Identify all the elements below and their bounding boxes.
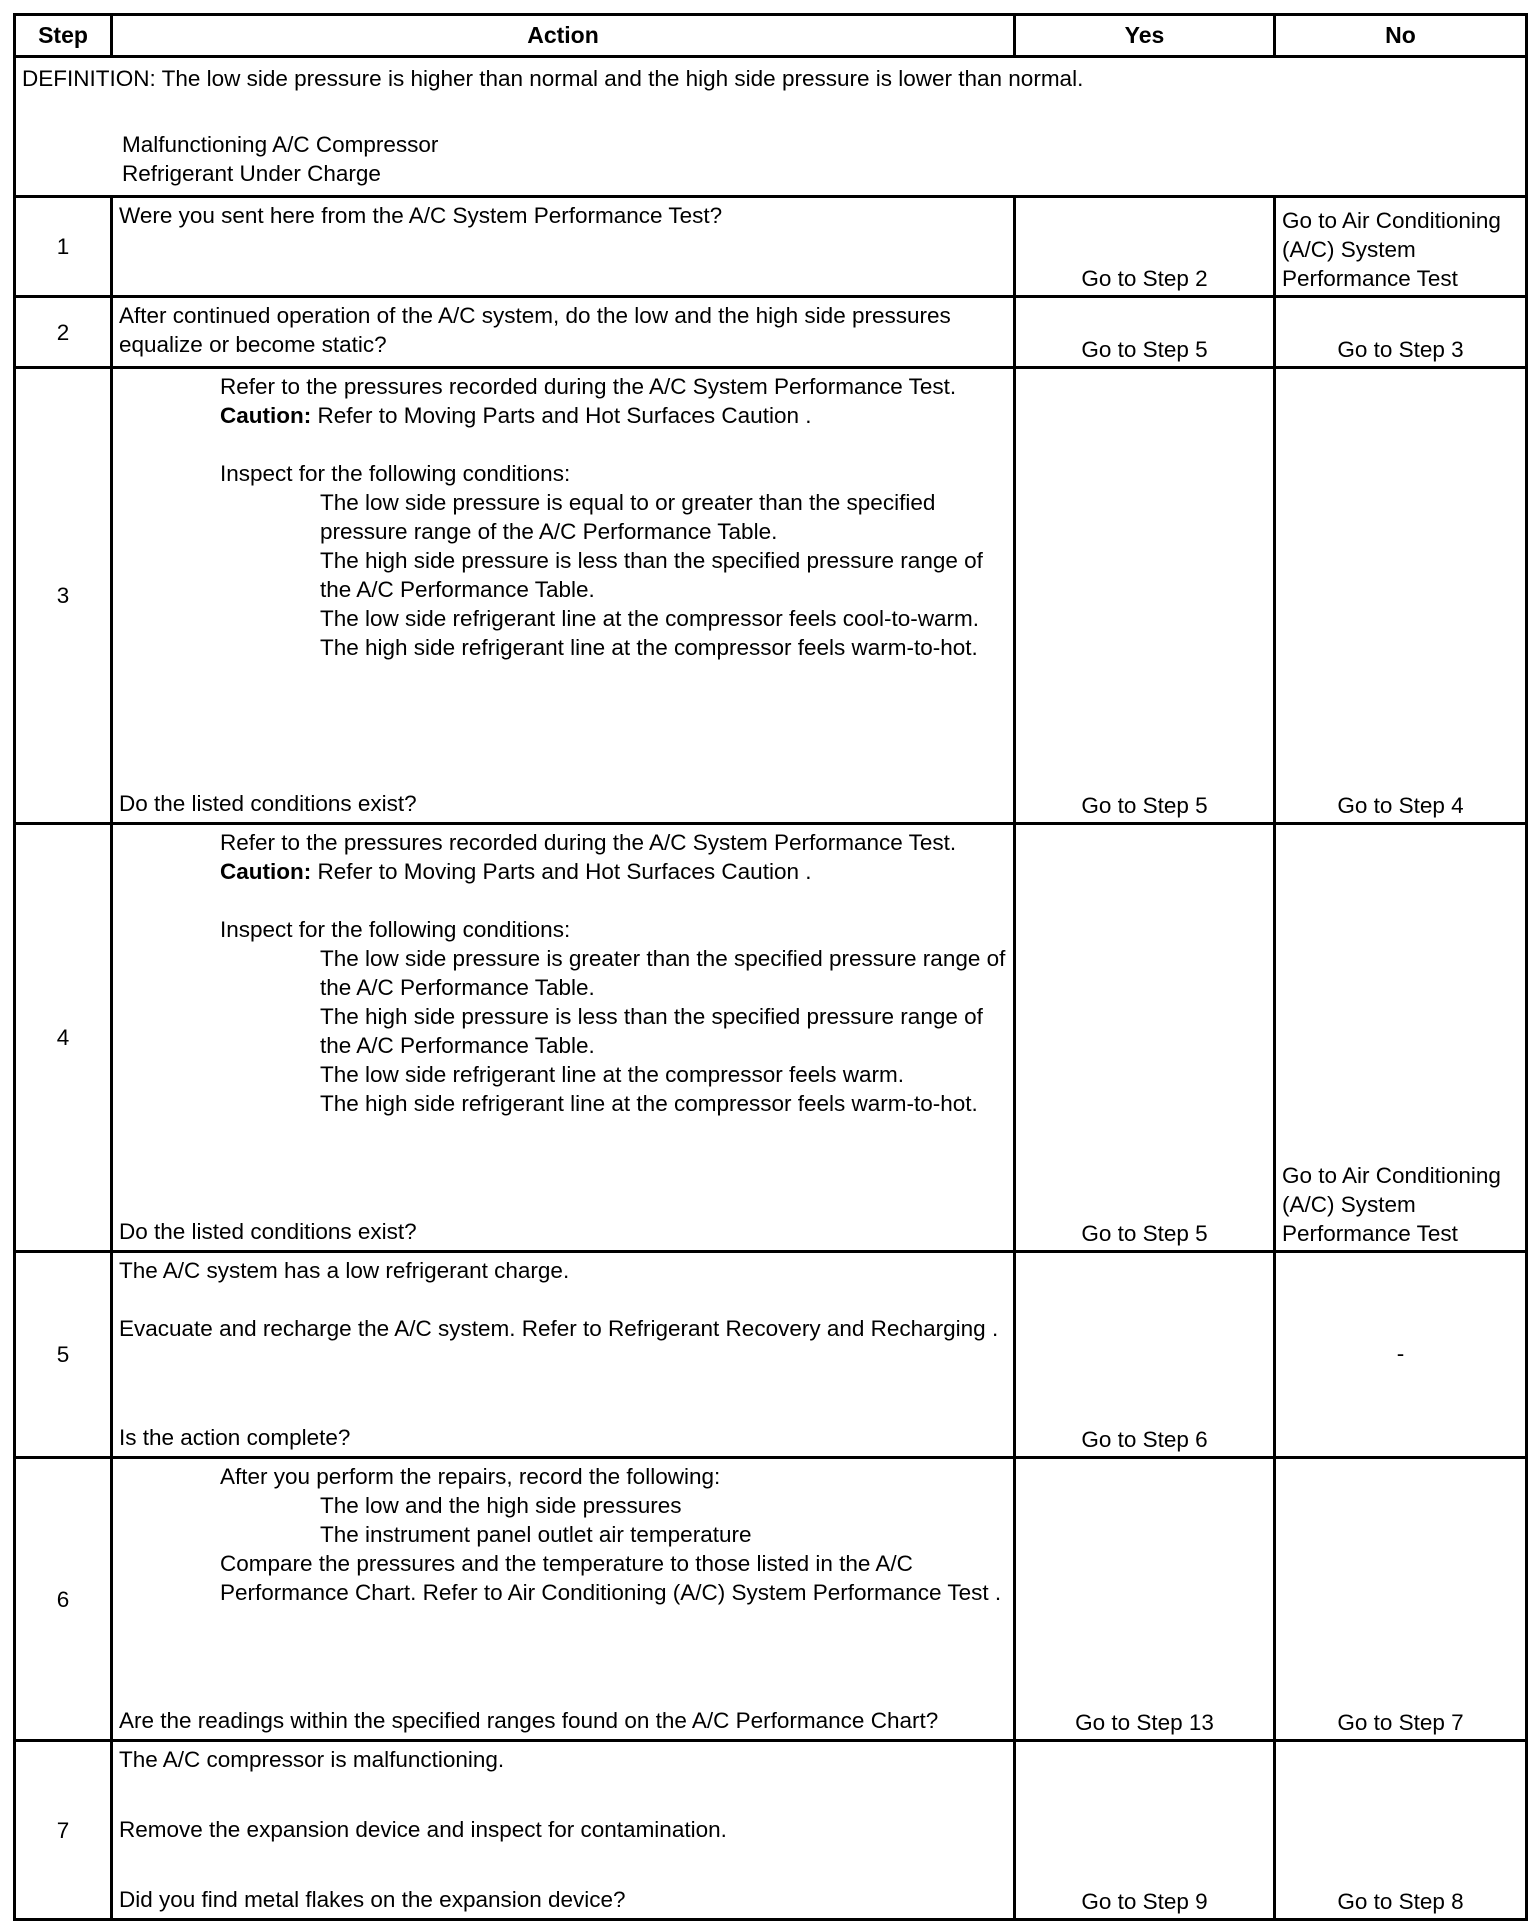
table-row xyxy=(15,1458,1527,1741)
header-action: Action xyxy=(112,15,1015,57)
action-line: The A/C system has a low refrigerant charge. xyxy=(119,1258,570,1283)
table-row xyxy=(15,197,1527,297)
record-item: The instrument panel outlet air temperature xyxy=(320,1522,752,1547)
condition-item: The low side refrigerant line at the compressor feels cool-to-warm. xyxy=(320,606,980,631)
definition-causes xyxy=(122,130,1521,188)
compare-text: Compare the pressures and the temperature to those listed in the A/C Performance Chart. Refer to Air Conditioning (A/C) System Performance Test . xyxy=(220,1551,1002,1605)
action-text: Were you sent here from the A/C System Performance Test? xyxy=(112,197,1015,297)
step-number: 2 xyxy=(15,297,112,368)
refer-text: Refer to the pressures recorded during the A/C System Performance Test. xyxy=(220,830,957,855)
table-row xyxy=(15,824,1527,1252)
caution-label: Caution: xyxy=(220,859,312,884)
action-line: Remove the expansion device and inspect for contamination. xyxy=(119,1817,727,1842)
table-row xyxy=(15,1252,1527,1458)
condition-item: The high side refrigerant line at the compressor feels warm-to-hot. xyxy=(320,635,978,660)
question-text: Did you find metal flakes on the expansion device? xyxy=(119,1887,626,1912)
question-text: Do the listed conditions exist? xyxy=(119,1219,417,1244)
table-row xyxy=(15,1741,1527,1920)
step-number: 4 xyxy=(15,824,112,1252)
diagnostic-table xyxy=(13,13,1528,1921)
caution-label: Caution: xyxy=(220,403,312,428)
condition-item: The high side pressure is less than the specified pressure range of the A/C Performance Table. xyxy=(320,548,983,602)
header-yes: Yes xyxy=(1015,15,1275,57)
definition-text: DEFINITION: The low side pressure is higher than normal and the high side pressure is lower than normal. xyxy=(22,66,1084,91)
cause-item: Malfunctioning A/C Compressor xyxy=(122,132,439,157)
inspect-text: Inspect for the following conditions: xyxy=(220,917,571,942)
caution-text: Refer to Moving Parts and Hot Surfaces Caution . xyxy=(311,403,812,428)
diagnostic-table-page xyxy=(13,13,1525,1921)
header-step: Step xyxy=(15,15,112,57)
yes-result: Go to Step 13 xyxy=(1015,1458,1275,1741)
step-number: 7 xyxy=(15,1741,112,1920)
action-cell xyxy=(112,824,1015,1252)
yes-result: Go to Step 5 xyxy=(1015,368,1275,824)
record-item: The low and the high side pressures xyxy=(320,1493,682,1518)
action-cell xyxy=(112,1741,1015,1920)
intro-text: After you perform the repairs, record the following: xyxy=(220,1464,721,1489)
no-result: Go to Step 7 xyxy=(1275,1458,1527,1741)
no-result: - xyxy=(1275,1252,1527,1458)
condition-item: The low side pressure is greater than the specified pressure range of the A/C Performance Table. xyxy=(320,946,1006,1000)
caution-line xyxy=(220,401,1007,430)
condition-item: The high side pressure is less than the specified pressure range of the A/C Performance Table. xyxy=(320,1004,983,1058)
question-text: Do the listed conditions exist? xyxy=(119,791,417,816)
yes-result: Go to Step 2 xyxy=(1015,197,1275,297)
condition-item: The high side refrigerant line at the compressor feels warm-to-hot. xyxy=(320,1091,978,1116)
question-text: Are the readings within the specified ranges found on the A/C Performance Chart? xyxy=(119,1708,939,1733)
action-line: The A/C compressor is malfunctioning. xyxy=(119,1747,505,1772)
header-no: No xyxy=(1275,15,1527,57)
action-cell xyxy=(112,368,1015,824)
caution-text: Refer to Moving Parts and Hot Surfaces Caution . xyxy=(311,859,812,884)
no-result: Go to Step 8 xyxy=(1275,1741,1527,1920)
step-number: 5 xyxy=(15,1252,112,1458)
table-row xyxy=(15,297,1527,368)
yes-result: Go to Step 5 xyxy=(1015,297,1275,368)
action-line: Evacuate and recharge the A/C system. Refer to Refrigerant Recovery and Recharging . xyxy=(119,1316,999,1341)
inspect-text: Inspect for the following conditions: xyxy=(220,461,571,486)
refer-text: Refer to the pressures recorded during the A/C System Performance Test. xyxy=(220,374,957,399)
yes-result: Go to Step 9 xyxy=(1015,1741,1275,1920)
condition-item: The low side refrigerant line at the compressor feels warm. xyxy=(320,1062,904,1087)
yes-result: Go to Step 6 xyxy=(1015,1252,1275,1458)
table-row xyxy=(15,368,1527,824)
header-row xyxy=(15,15,1527,57)
caution-line xyxy=(220,857,1007,886)
action-text: After continued operation of the A/C system, do the low and the high side pressures equalize or become static? xyxy=(112,297,1015,368)
condition-item: The low side pressure is equal to or greater than the specified pressure range of the A/C Performance Table. xyxy=(320,490,936,544)
cause-item: Refrigerant Under Charge xyxy=(122,161,381,186)
step-number: 1 xyxy=(15,197,112,297)
step-number: 6 xyxy=(15,1458,112,1741)
no-result: Go to Step 4 xyxy=(1275,368,1527,824)
step-number: 3 xyxy=(15,368,112,824)
no-result: Go to Air Conditioning (A/C) System Performance Test xyxy=(1275,197,1527,297)
action-cell xyxy=(112,1458,1015,1741)
no-result: Go to Air Conditioning (A/C) System Performance Test xyxy=(1275,824,1527,1252)
yes-result: Go to Step 5 xyxy=(1015,824,1275,1252)
action-cell xyxy=(112,1252,1015,1458)
definition-cell xyxy=(15,57,1527,197)
question-text: Is the action complete? xyxy=(119,1425,351,1450)
no-result: Go to Step 3 xyxy=(1275,297,1527,368)
definition-row xyxy=(15,57,1527,197)
